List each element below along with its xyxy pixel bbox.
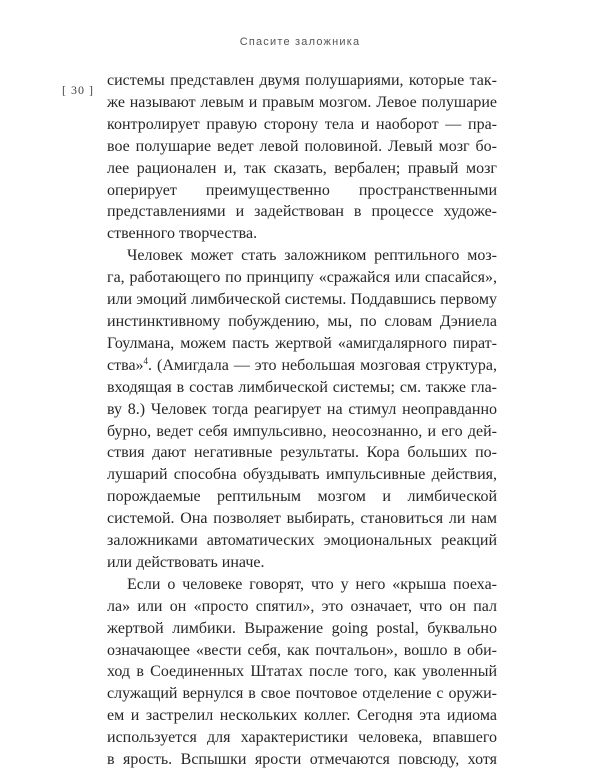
text-line: лушарий способна обуздывать импульсивные действия, bbox=[107, 466, 497, 484]
text-line: оперирует преимущественно пространственными bbox=[107, 181, 497, 199]
text-line: ственного творчества. bbox=[107, 225, 258, 243]
text-line: ву 8.) Человек тогда реагирует на стимул неоправданно bbox=[107, 400, 497, 418]
text-line: контролирует правую сторону тела и наоборот — пра- bbox=[107, 115, 497, 133]
text-fragment: ства» bbox=[107, 356, 144, 374]
page-number: [ 30 ] bbox=[62, 83, 94, 97]
text-line: порождаемые рептильным мозгом и лимбической bbox=[107, 488, 497, 506]
text-line: используется для характеристики человека, впавшего bbox=[107, 729, 497, 747]
text-line: или действовать иначе. bbox=[107, 553, 265, 571]
body-text bbox=[107, 70, 497, 771]
text-line: лее рационален и, так сказать, вербален; правый мозг bbox=[107, 159, 497, 177]
text-line: ла» или он «просто спятил», это означает, что он пал bbox=[107, 597, 497, 615]
text-line: входящая в состав лимбической системы; см. также гла- bbox=[107, 378, 497, 396]
text-line: вое полушарие ведет левой половиной. Левый мозг бо- bbox=[107, 137, 497, 155]
text-line: в ярость. Вспышки ярости отмечаются повсюду, хотя bbox=[107, 751, 497, 769]
text-line: жертвой лимбики. Выражение going postal, буквально bbox=[107, 619, 497, 637]
text-line: га, работающего по принципу «сражайся или спасайся», bbox=[107, 269, 497, 287]
text-line: или эмоций лимбической системы. Поддавшись первому bbox=[107, 291, 497, 309]
text-line: заложниками автоматических эмоциональных реакций bbox=[107, 532, 497, 550]
text-line: системы представлен двумя полушариями, которые так- bbox=[107, 72, 497, 89]
text-line: ствия дают негативные результаты. Кора больших по- bbox=[107, 444, 497, 462]
running-head: Спасите заложника bbox=[239, 36, 361, 48]
text-line: бурно, ведет себя импульсивно, неосознанно, и его дей- bbox=[107, 422, 497, 440]
text-line: ход в Соединенных Штатах после того, как уволенный bbox=[107, 663, 497, 681]
text-fragment: . (Амигдала — это небольшая мозговая структура, bbox=[148, 356, 497, 374]
text-line: Человек может стать заложником рептильного моз- bbox=[127, 247, 497, 265]
text-line: означающее «вести себя, как почтальон», вошло в оби- bbox=[107, 641, 497, 659]
text-line: инстинктивному побуждению, мы, по словам Дэниела bbox=[107, 312, 497, 330]
text-line: служащий вернулся в свое почтовое отделение с оружи- bbox=[107, 685, 497, 703]
text-line-with-footnote bbox=[107, 355, 497, 377]
text-line: же называют левым и правым мозгом. Левое полушарие bbox=[107, 93, 497, 111]
text-line: представлениями и задействован в процессе художе- bbox=[107, 203, 497, 221]
text-line: Если о человеке говорят, что у него «крыша поеха- bbox=[127, 575, 497, 593]
text-line: Гоулмана, можем пасть жертвой «амигдалярного пират- bbox=[107, 334, 497, 352]
text-line: системой. Она позволяет выбирать, становиться ли нам bbox=[107, 510, 497, 528]
text-line: ем и застрелил нескольких коллег. Сегодня эта идиома bbox=[107, 707, 497, 725]
footnote-reference[interactable]: 4 bbox=[143, 355, 149, 366]
